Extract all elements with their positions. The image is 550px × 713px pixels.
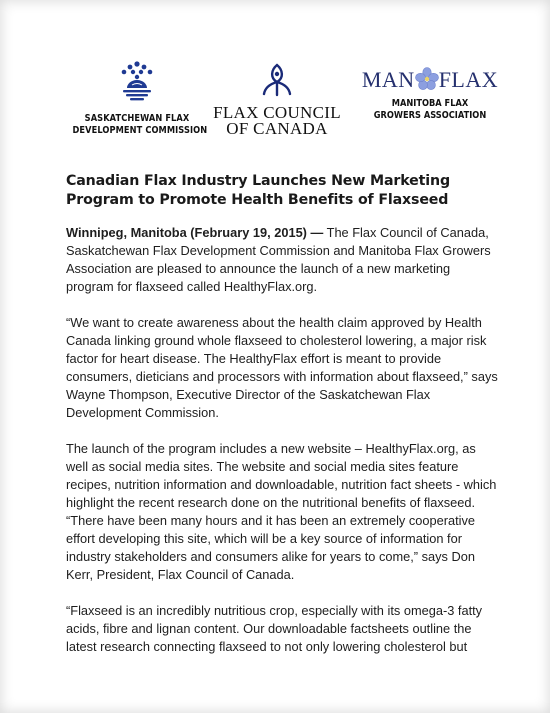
- manflax-name: [370, 98, 490, 122]
- sask-flax-emblem-icon: [113, 58, 161, 102]
- paragraph-4: “Flaxseed is an incredibly nutritious crop, especially with its omega-3 fatty acids, fibre and lignan content. Our downloadable factsheets outline the latest research connecting flaxseed to not only lowering cholesterol but: [66, 603, 483, 654]
- press-release-headline: [66, 172, 496, 210]
- logo-row: [0, 0, 550, 150]
- manflax-name-line1: MANITOBA FLAX: [391, 98, 469, 109]
- flax-council-logo: [212, 62, 342, 137]
- press-release-body: [66, 224, 498, 674]
- manflax-word-left: MAN: [361, 67, 415, 92]
- manflax-word-right: FLAX: [438, 67, 499, 92]
- headline-line2: Program to Promote Health Benefits of Flaxseed: [66, 192, 449, 208]
- sask-flax-name-line1: SASKATCHEWAN FLAX: [84, 113, 190, 124]
- sask-flax-logo: [62, 58, 212, 137]
- flax-flower-icon: [415, 67, 439, 98]
- paragraph-1: [66, 224, 498, 296]
- flax-council-emblem-icon: [260, 62, 294, 98]
- paragraph-2: “We want to create awareness about the health claim approved by Health Canada linking ground whole flaxseed to cholesterol lowering, a major risk factor for heart disease. The HealthyFlax effort is meant to provide consumers, dieticians and processors with information about flaxseed,” says Wayne Thompson, Executive Director of the Saskatchewan Flax Development Commission.: [66, 315, 498, 420]
- dateline: Winnipeg, Manitoba (February 19, 2015) —: [66, 225, 324, 240]
- flax-council-name-line1: FLAX COUNCIL: [213, 103, 341, 122]
- manflax-logo: [360, 66, 500, 122]
- manflax-wordmark: [360, 66, 500, 94]
- flax-council-name: [212, 105, 342, 137]
- sask-flax-name-line2: DEVELOPMENT COMMISSION: [72, 125, 208, 136]
- sask-flax-name: [72, 113, 208, 137]
- flax-council-name-line2: OF CANADA: [226, 119, 328, 138]
- headline-line1: Canadian Flax Industry Launches New Marketing: [66, 173, 450, 189]
- manflax-name-line2: GROWERS ASSOCIATION: [373, 110, 487, 121]
- paragraph-1-text: The Flax Council of Canada, Saskatchewan Flax Development Commission and Manitoba Flax Growers Association are pleased to announce the launch of a new marketing program for flaxseed called HealthyFlax.org.: [66, 225, 491, 294]
- paragraph-3: The launch of the program includes a new website – HealthyFlax.org, as well as social media sites. The website and social media sites feature recipes, nutrition information and downloadable, nutrition fact sheets - which highlight the recent research done on the nutritional benefits of flaxseed. “There have been many hours and it has been an extremely cooperative effort developing this site, which will be a key source of information for industry stakeholders and consumers alike for years to come,” says Don Kerr, President, Flax Council of Canada.: [66, 441, 497, 582]
